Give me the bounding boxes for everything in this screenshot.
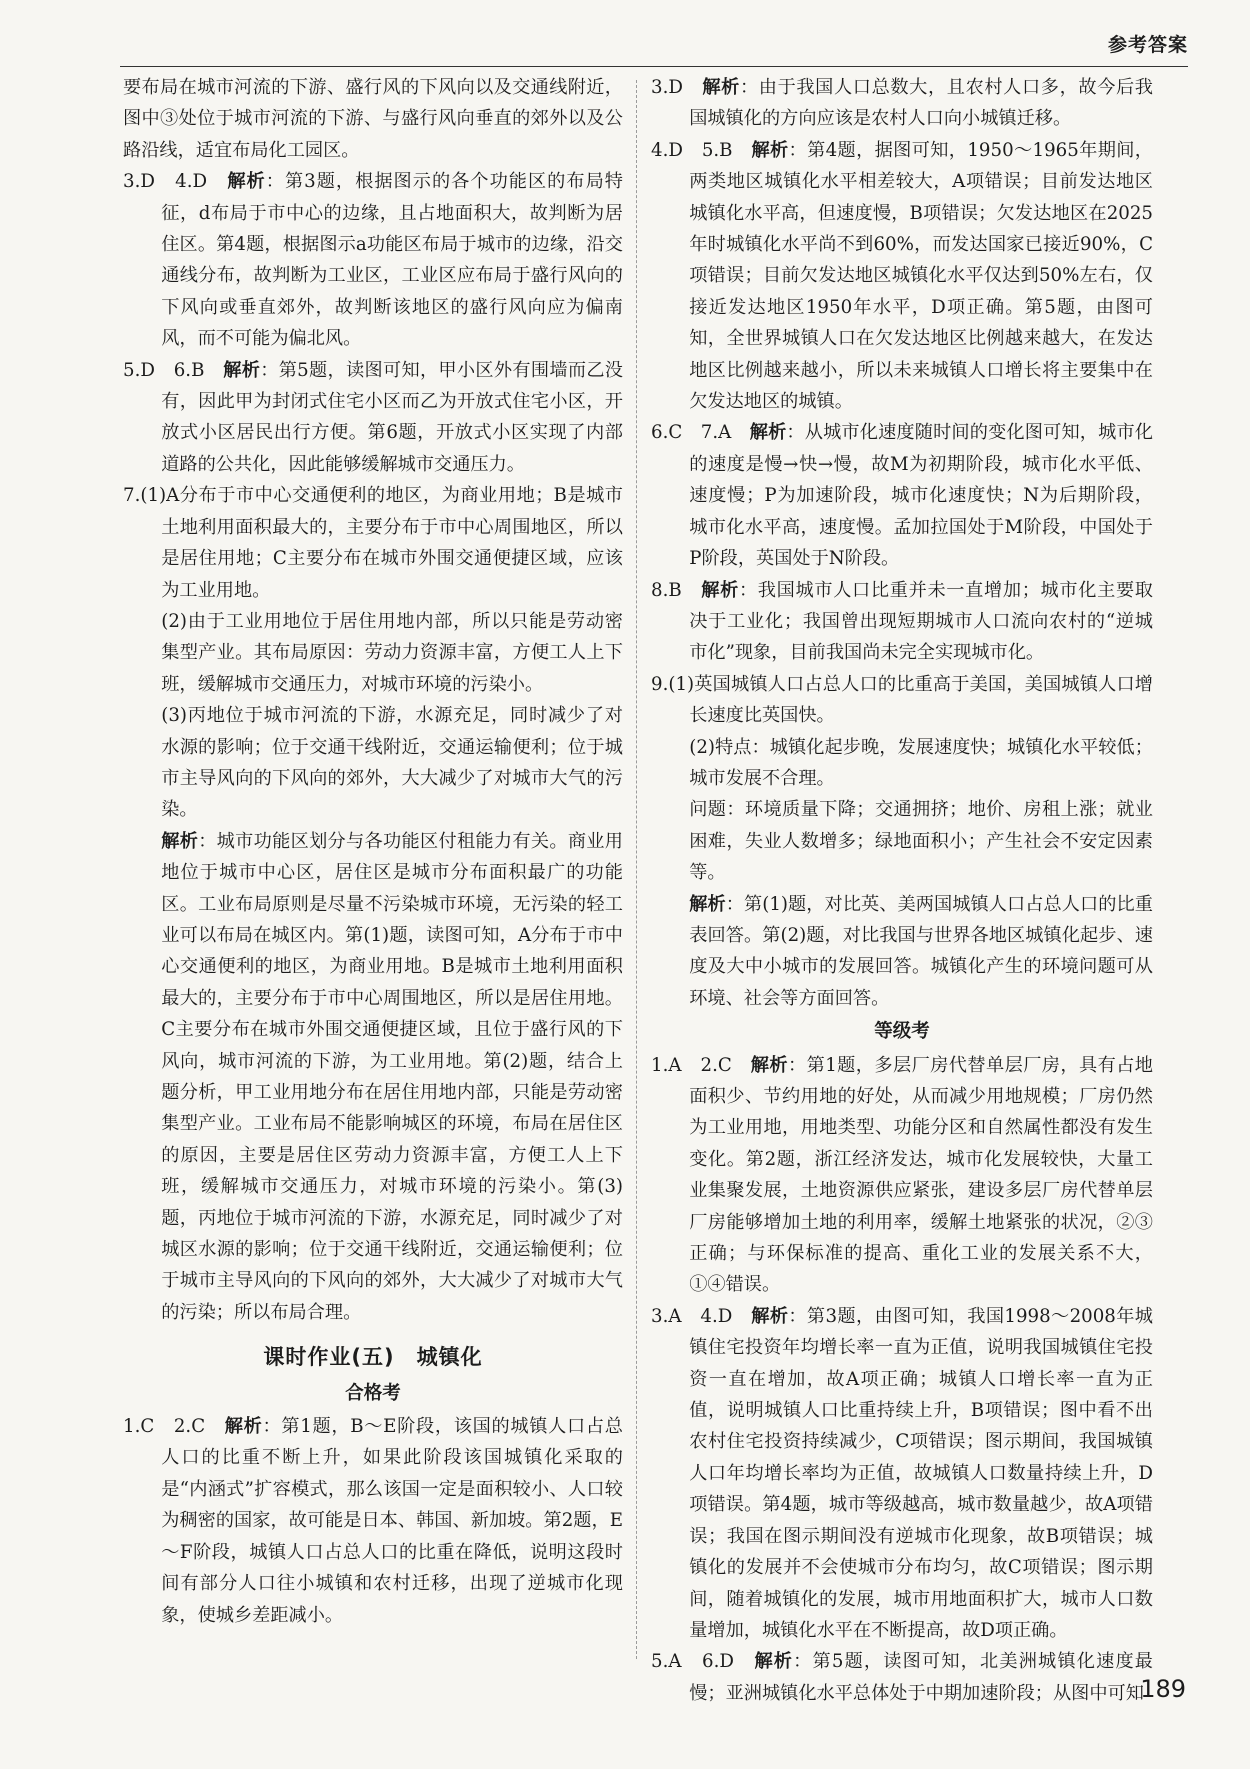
answer-item: 7.(1)A分布于市中心交通便利的地区，为商业用地；B是城市土地利用面积最大的，主要分布于市中心周围地区，所以是居住用地；C主要分布在城市外围交通便捷区域，应该为工业用地。 xyxy=(123,485,623,601)
answer-text: ：第(1)题，对比英、美两国城镇人口占总人口的比重表回答。第(2)题，对比我国与世界各地区城镇化起步、速度及大中小城市的发展回答。城镇化产生的环境问题可从环境、社会等方面回答。 xyxy=(689,893,1153,1009)
answer-subitem: (2)由于工业用地位于居住用地内部，所以只能是劳动密集型产业。其布局原因：劳动力资源丰富，方便工人上下班，缓解城市交通压力，对城市环境的污染小。 xyxy=(161,610,623,695)
column-divider xyxy=(636,80,637,1659)
paragraph: 要布局在城市河流的下游、盛行风的下风向以及交通线附近，图中③处位于城市河流的下游、与盛行风向垂直的郊外以及公路沿线，适宜布局化工园区。 xyxy=(123,77,623,161)
answer-item xyxy=(123,355,623,481)
answer-key: 3.A 4.D xyxy=(651,1305,752,1327)
answer-item xyxy=(651,417,1153,574)
answer-key: 6.C 7.A xyxy=(651,422,750,444)
answer-key: 5.A 6.D xyxy=(651,1651,755,1673)
answer-subitem: 问题：环境质量下降；交通拥挤；地价、房租上涨；就业困难，失业人数增多；绿地面积小；产生社会不安定因素等。 xyxy=(689,799,1153,884)
analysis-label: 解析 xyxy=(223,359,261,381)
answer-text: ：第5题，读图可知，北美洲城镇化速度最慢；亚洲城镇化水平总体处于中期加速阶段；从图中可知 xyxy=(689,1651,1153,1704)
left-column xyxy=(123,72,623,1631)
analysis-label: 解析 xyxy=(161,830,199,852)
answer-text: ：第5题，读图可知，甲小区外有围墙而乙没有，因此甲为封闭式住宅小区而乙为开放式住宅小区，开放式小区居民出行方便。第6题，开放式小区实现了内部道路的公共化，因此能够缓解城市交通压力。 xyxy=(161,359,623,475)
analysis-label: 解析 xyxy=(227,171,266,193)
analysis-paragraph xyxy=(123,826,623,1329)
answer-text: ：第1题，多层厂房代替单层厂房，具有占地面积少、节约用地的好处，从而减少用地规模；厂房仍然为工业用地，用地类型、功能分区和自然属性都没有发生变化。第2题，浙江经济发达，城市化发展较快，大量工业集聚发展，土地资源供应紧张，建设多层厂房代替单层厂房能够增加土地的利用率，缓解土地紧张的状况，②③正确；与环保标准的提高、重化工业的发展关系不大，①④错误。 xyxy=(689,1054,1153,1296)
section-title: 课时作业(五) 城镇化 xyxy=(263,1345,483,1370)
answer-text: ：第3题，根据图示的各个功能区的布局特征，d布局于市中心的边缘，且占地面积大，故判断为居住区。第4题，根据图示a功能区布局于城市的边缘，沿交通线分布，故判断为工业区，工业区应布局于盛行风向的下风向或垂直郊外，故判断该地区的盛行风向应为偏南风，而不可能为偏北风。 xyxy=(161,171,623,350)
analysis-label: 解析 xyxy=(751,139,789,161)
answer-key: 1.C 2.C xyxy=(123,1416,225,1438)
answer-key: 5.D 6.B xyxy=(123,359,224,381)
right-column xyxy=(651,72,1153,1709)
subsection-title: 合格考 xyxy=(345,1382,401,1404)
answer-key: 8.B xyxy=(651,579,702,601)
answer-key: 3.D 4.D xyxy=(123,171,228,193)
answer-item xyxy=(651,72,1153,135)
analysis-label: 解析 xyxy=(224,1416,263,1438)
answer-text: ：第3题，由图可知，我国1998～2008年城镇住宅投资年均增长率一直为正值，说明我国城镇住宅投资一直在增加，故A项正确；城镇人口增长率一直为正值，说明城镇人口比重持续上升，B项错误；图中看不出农村住宅投资持续减少，C项错误；图示期间，我国城镇人口年均增长率均为正值，故城镇人口数量持续上升，D项错误。第4题，城市等级越高，城市数量越少，故A项错误；我国在图示期间没有逆城市化现象，故B项错误；城镇化的发展并不会使城市分布均匀，故C项错误；图示期间，随着城镇化的发展，城市用地面积扩大，城市人口数量增加，城镇化水平在不断提高，故D项正确。 xyxy=(689,1305,1153,1641)
answer-subitem: (2)特点：城镇化起步晚，发展速度快；城镇化水平较低；城市发展不合理。 xyxy=(689,736,1153,789)
analysis-label: 解析 xyxy=(751,1305,789,1327)
answer-text: ：城市功能区划分与各功能区付租能力有关。商业用地位于城市中心区，居住区是城市分布面积最广的功能区。工业布局原则是尽量不污染城市环境，无污染的轻工业可以布局在城区内。第(1)题，读图可知，A分布于市中心交通便利的地区，为商业用地。B是城市土地利用面积最大的，主要分布于市中心周围地区，所以是居住用地。C主要分布在城市外围交通便捷区域，且位于盛行风的下风向，城市河流的下游，为工业用地。第(2)题，结合上题分析，甲工业用地分布在居住用地内部，只能是劳动密集型产业。工业布局不能影响城区的环境，布局在居住区的原因，主要是居住区劳动力资源丰富，方便工人上下班，缓解城市交通压力，对城市环境的污染小。第(3)题，丙地位于城市河流的下游，水源充足，同时减少了对城区水源的影响；位于交通干线附近，交通运输便利；位于城市主导风向的下风向的郊外，大大减少了对城市大气的污染；所以布局合理。 xyxy=(161,830,623,1323)
page-header-label: 参考答案 xyxy=(1107,34,1188,56)
page-number: 189 xyxy=(1140,1675,1186,1703)
analysis-label: 解析 xyxy=(750,1054,788,1076)
answer-text: ：第1题，B～E阶段，该国的城镇人口占总人口的比重不断上升，如果此阶段该国城镇化采取的是“内涵式”扩容模式，那么该国一定是面积较小、人口较为稠密的国家，故可能是日本、韩国、新加坡。第2题，E～F阶段，城镇人口占总人口的比重在降低，说明这段时间有部分人口往小城镇和农村迁移，出现了逆城市化现象，使城乡差距减小。 xyxy=(161,1416,623,1626)
answer-item xyxy=(651,1050,1153,1301)
answer-subitem: (3)丙地位于城市河流的下游，水源充足，同时减少了对水源的影响；位于交通干线附近，交通运输便利；位于城市主导风向的下风向的郊外，大大减少了对城市大气的污染。 xyxy=(161,705,623,821)
analysis-label: 解析 xyxy=(701,579,739,601)
answer-text: ：由于我国人口总数大，且农村人口多，故今后我国城镇化的方向应该是农村人口向小城镇迁移。 xyxy=(689,77,1153,130)
answer-key: 1.A 2.C xyxy=(651,1054,751,1076)
analysis-label: 解析 xyxy=(702,77,740,98)
subsection-title: 等级考 xyxy=(874,1021,930,1043)
analysis-paragraph xyxy=(651,889,1153,1015)
answer-key: 3.D xyxy=(651,77,703,98)
analysis-label: 解析 xyxy=(749,422,787,444)
answer-item: 9.(1)英国城镇人口占总人口的比重高于美国，美国城镇人口增长速度比英国快。 xyxy=(651,673,1153,727)
answer-text: ：从城市化速度随时间的变化图可知，城市化的速度是慢→快→慢，故M为初期阶段，城市化水平低、速度慢；P为加速阶段，城市化速度快；N为后期阶段，城市化水平高，速度慢。孟加拉国处于M阶段，中国处于P阶段，英国处于N阶段。 xyxy=(689,422,1153,570)
answer-text: ：我国城市人口比重并未一直增加；城市化主要取决于工业化；我国曾出现短期城市人口流向农村的“逆城市化”现象，目前我国尚未完全实现城市化。 xyxy=(689,579,1153,664)
answer-key: 4.D 5.B xyxy=(651,139,752,161)
answer-text: ：第4题，据图可知，1950～1965年期间，两类地区城镇化水平相差较大，A项错误；目前发达地区城镇化水平高，但速度慢，B项错误；欠发达地区在2025年时城镇化水平尚不到60%，而发达国家已接近90%，C项错误；目前欠发达地区城镇化水平仅达到50%左右，仅接近发达地区1950年水平，D项正确。第5题，由图可知，全世界城镇人口在欠发达地区比例越来越大，在发达地区比例越来越小，所以未来城镇人口增长将主要集中在欠发达地区的城镇。 xyxy=(689,139,1153,413)
answer-item xyxy=(651,135,1153,418)
analysis-label: 解析 xyxy=(689,893,726,915)
answer-item xyxy=(651,1301,1153,1646)
answer-item xyxy=(651,575,1153,669)
answer-item xyxy=(123,1411,623,1631)
header-rule xyxy=(120,66,1188,67)
answer-item xyxy=(123,166,623,354)
analysis-label: 解析 xyxy=(754,1651,794,1673)
answer-item xyxy=(651,1646,1153,1709)
